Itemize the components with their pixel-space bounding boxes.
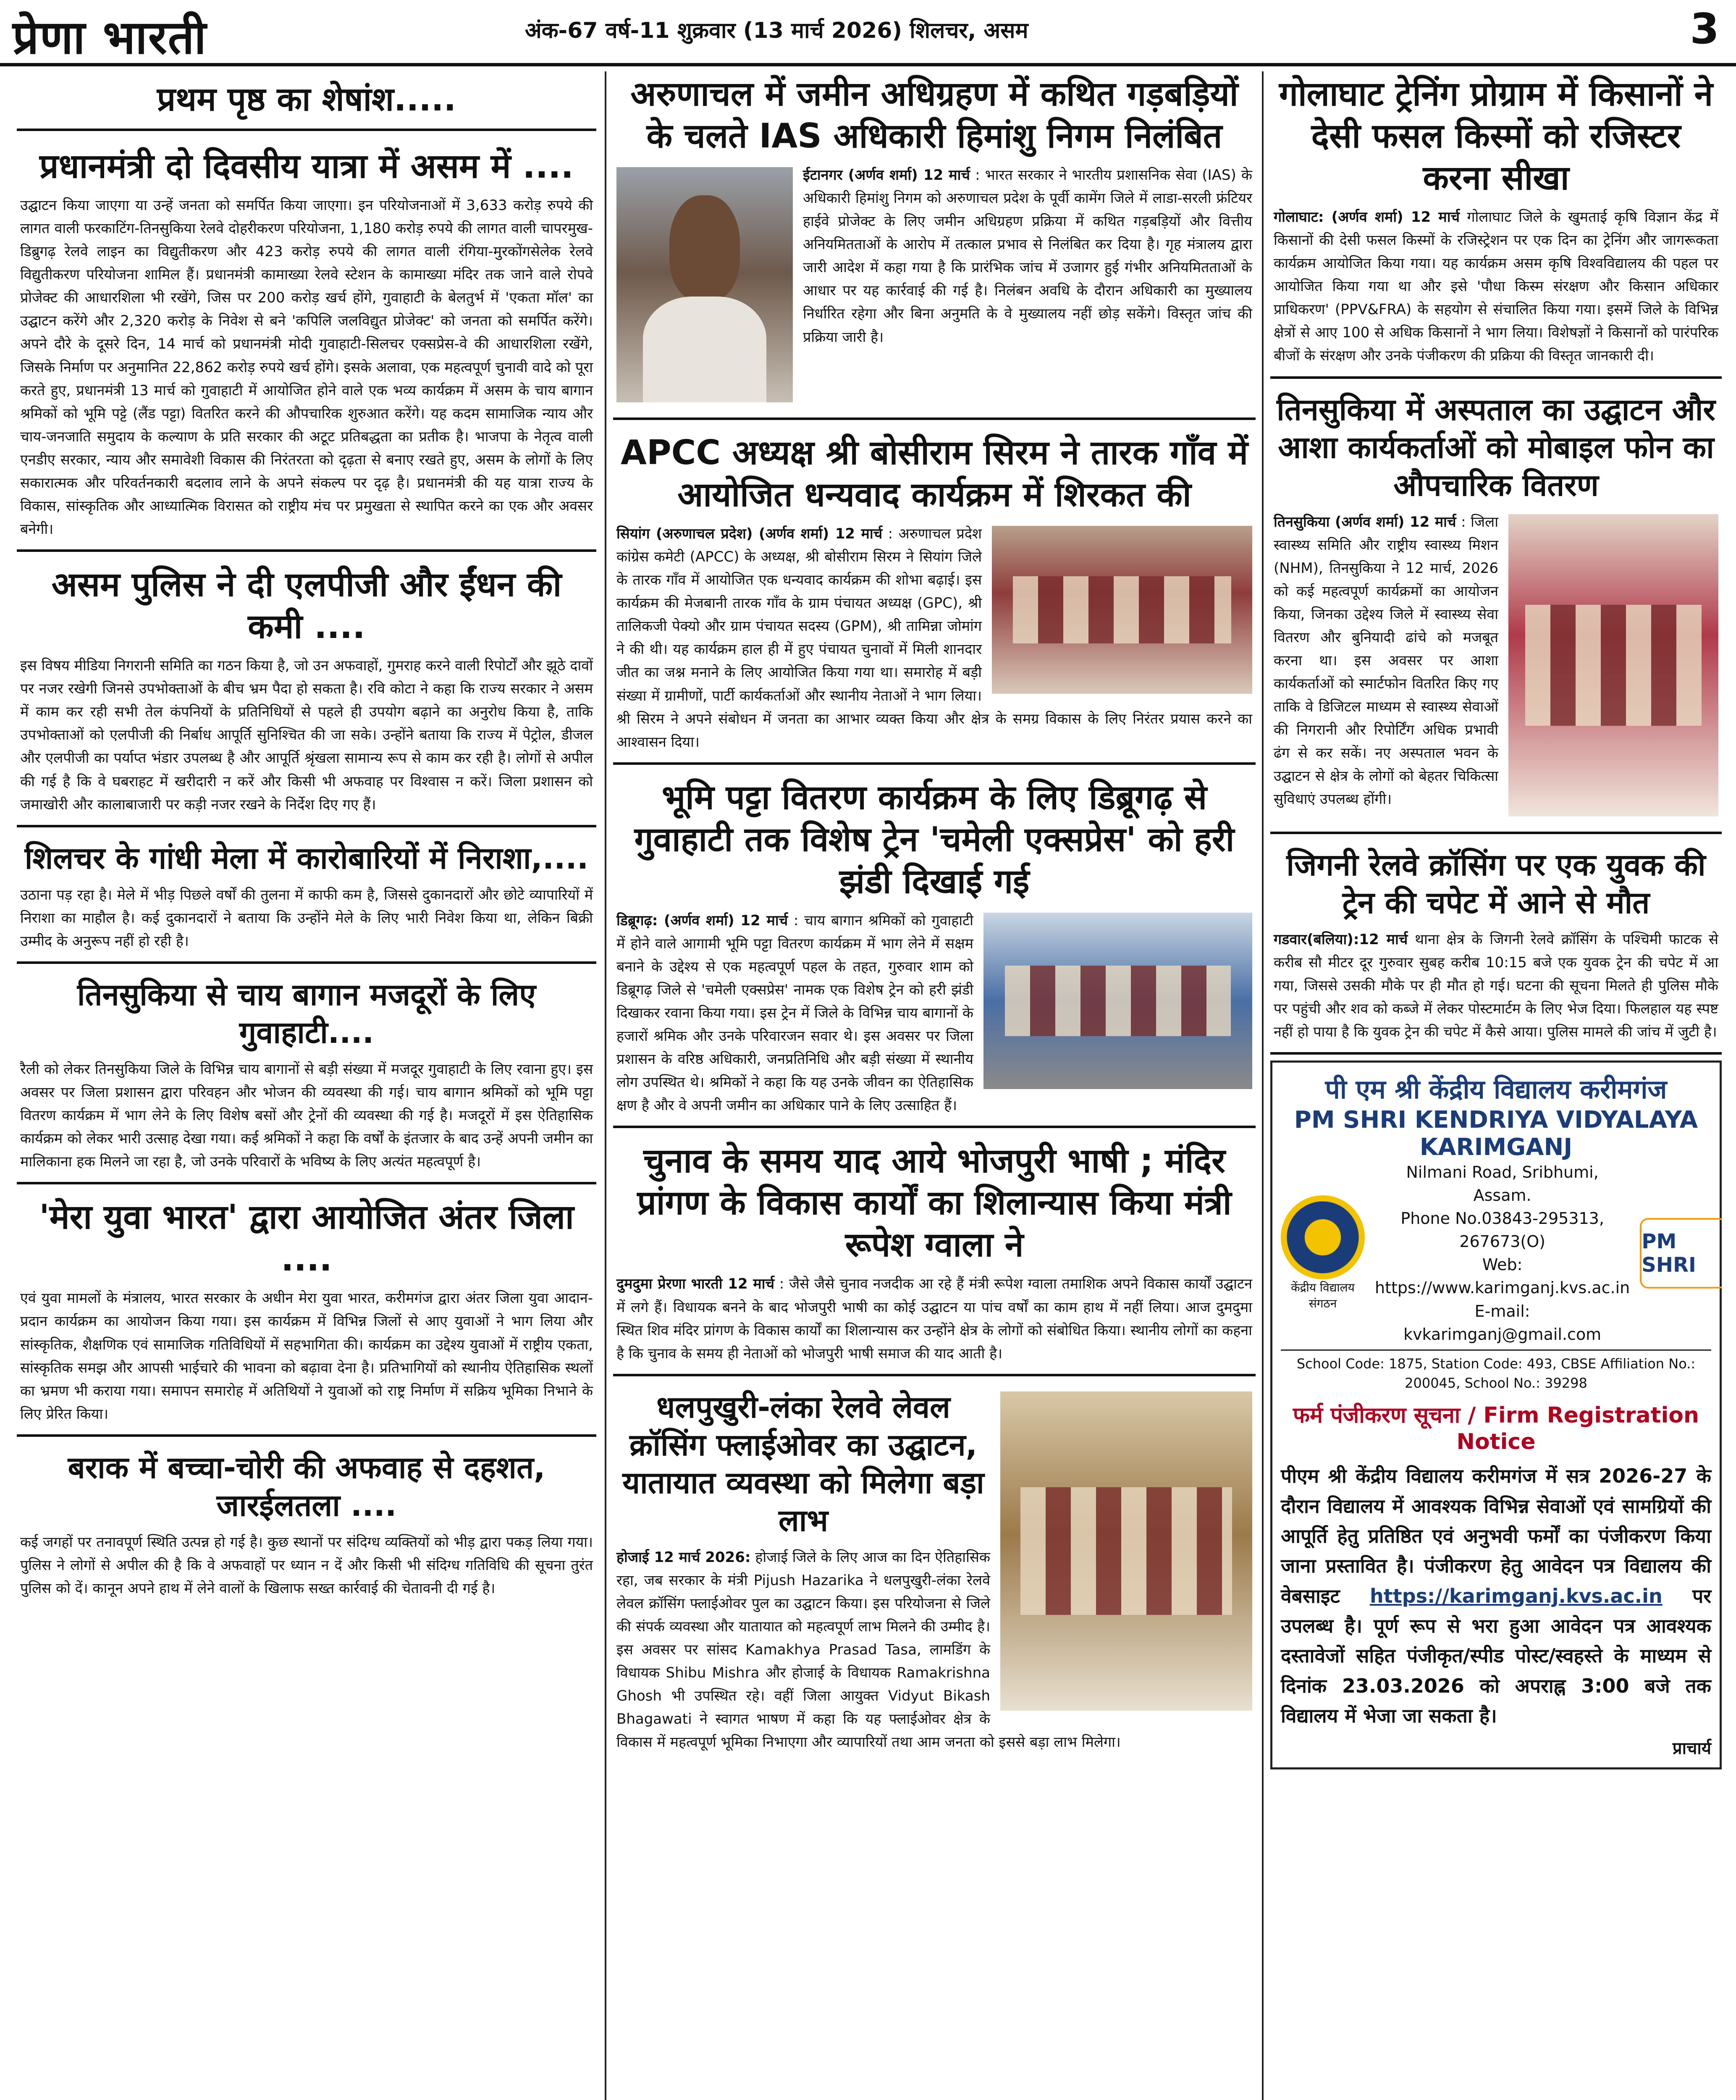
- article-headline[interactable]: APCC अध्यक्ष श्री बोसीराम सिरम ने तारक गाँव में आयोजित धन्यवाद कार्यक्रम में शिरकत की: [621, 433, 1248, 514]
- article-dateline: गडवार(बलिया):12 मार्च: [1274, 931, 1408, 948]
- article-body: कई जगहों पर तनावपूर्ण स्थिति उत्पन्न हो गई है। कुछ स्थानों पर संदिग्ध व्यक्तियों को भीड़ द्वारा पकड़ लिया गया। पुलिस ने लोगों से अपील की है कि वे अफवाहों पर ध्यान न दें और किसी भी संदिग्ध गतिविधि की सूचना तुरंत पुलिस को दें। कानून अपने हाथ में लेने वालों के खिलाफ सख्त कार्रवाई की चेतावनी दी गई है।: [20, 1533, 593, 1597]
- article-body: जिला स्वास्थ्य समिति और राष्ट्रीय स्वास्थ्य मिशन (NHM), तिनसुकिया ने 12 मार्च, 2026 को कई महत्वपूर्ण कार्यक्रमों का आयोजन किया, जिनका उद्देश्य जिले में स्वास्थ्य सेवा वितरण और बुनियादी ढांचे को मजबूत करना था। इस अवसर पर आशा कार्यकर्ताओं को स्मार्टफोन वितरित किए गए ताकि वे डिजिटल माध्यम से स्वास्थ्य सेवाओं की निगरानी और रिपोर्टिंग अधिक प्रभावी ढंग से कर सकें। नए अस्पताल भवन के उद्घाटन से क्षेत्र के लोगों को बेहतर चिकित्सा सुविधाएं उपलब्ध होंगी।: [1274, 513, 1499, 808]
- ad-notice-body: [1281, 1461, 1711, 1731]
- ad-school-codes: School Code: 1875, Station Code: 493, CBSE Affiliation No.: 200045, School No.: 39298: [1281, 1349, 1711, 1393]
- article-tinsukia-hospital: तिनसुकिया में अस्पताल का उद्घाटन और आशा कार्यकर्ताओं को मोबाइल फोन का औपचारिक वितरण तिनसुकिया (अर्णव शर्मा) 12 मार्च : जिला स्वास्थ्य समिति और राष्ट्रीय स्वास्थ्य मिशन (NHM), तिनसुकिया ने 12 मार्च, 2026 को कई महत्वपूर्ण कार्यक्रमों का आयोजन किया, जिनका उद्देश्य जिले में स्वास्थ्य सेवा वितरण और बुनियादी ढांचे को मजबूत करना था। इस अवसर पर आशा कार्यकर्ताओं को स्मार्टफोन वितरित किए गए ताकि वे डिजिटल माध्यम से स्वास्थ्य सेवाओं की निगरानी और रिपोर्टिंग अधिक प्रभावी ढंग से कर सकें। नए अस्पताल भवन के उद्घाटन से क्षेत्र के लोगों को बेहतर चिकित्सा सुविधाएं उपलब्ध होंगी।: [1270, 385, 1722, 834]
- flyover-inauguration-photo: [1000, 1391, 1252, 1711]
- ad-website[interactable]: Web: https://www.karimganj.kvs.ac.in: [1375, 1255, 1630, 1297]
- school-advertisement: [1270, 1060, 1722, 1769]
- article-dateline: होजाई 12 मार्च 2026:: [616, 1549, 751, 1566]
- article-railway-crossing: [1270, 840, 1722, 1055]
- ad-registration-link[interactable]: https://karimganj.kvs.ac.in: [1369, 1584, 1663, 1607]
- ad-body-part1: पीएम श्री केंद्रीय विद्यालय करीमगंज में सत्र 2026-27 के दौरान विद्यालय में आवश्यक विभिन्न सेवाओं एवं सामग्रियों की आपूर्ति हेतु प्रतिष्ठित एवं अनुभवी फर्मों का पंजीकरण किया जाना प्रस्तावित है। पंजीकरण हेतु आवेदन पत्र विद्यालय की वेबसाइट: [1281, 1465, 1711, 1607]
- column-right: [1270, 67, 1722, 2100]
- article-headline[interactable]: असम पुलिस ने दी एलपीजी और ईंधन की कमी ....: [51, 565, 562, 646]
- article-body: अरुणाचल प्रदेश कांग्रेस कमेटी (APCC) के अध्यक्ष, श्री बोसीराम सिरम ने सियांग जिले के तारक गाँव में आयोजित एक धन्यवाद कार्यक्रम की शोभा बढ़ाई। इस कार्यक्रम की मेजबानी तारक गाँव के ग्राम पंचायत अध्यक्ष (GPC), श्री तालिकजी पेक्यो और ग्राम पंचायत सदस्य (GPM), श्री तामिन्ना जोमांग ने की थी। यह कार्यक्रम हाल ही में हुए पंचायत चुनावों में मिली शानदार जीत का जश्न मनाने के लिए आयोजित किया गया था। समारोह में बड़ी संख्या में ग्रामीणों, पार्टी कार्यकर्ताओं और स्थानीय नेताओं ने भाग लिया। श्री सिरम ने अपने संबोधन में जनता का आभार व्यक्त किया और क्षेत्र के समग्र विकास के लिए निरंतर प्रयास करने का आश्वासन दिया।: [616, 525, 1252, 751]
- ad-phone: Phone No.03843-295313, 267673(O): [1400, 1209, 1604, 1251]
- article-mera-yuva-bharat: [17, 1190, 596, 1436]
- ad-address: Nilmani Road, Sribhumi, Assam.: [1406, 1163, 1599, 1205]
- issue-line: अंक-67 वर्ष-11 शुक्रवार (13 मार्च 2026) शिलचर, असम: [525, 18, 1028, 43]
- column-rule: [605, 71, 606, 2100]
- article-dateline: सियांग (अरुणाचल प्रदेश) (अर्णव शर्मा) 12 मार्च: [616, 525, 883, 542]
- ad-title-hindi: पी एम श्री केंद्रीय विद्यालय करीमगंज: [1325, 1074, 1667, 1105]
- newspaper-title: प्रेणा भारती: [13, 10, 207, 64]
- article-dateline: डिब्रूगढ़: (अर्णव शर्मा) 12 मार्च: [616, 912, 788, 929]
- column-center: [613, 67, 1256, 2100]
- article-body: उद्घाटन किया जाएगा या उन्हें जनता को समर्पित किया जाएगा। इन परियोजनाओं में 3,633 करोड़ रुपये की लागत वाली फरकाटिंग-तिनसुकिया रेलवे दोहरीकरण परियोजना, 1,180 करोड़ रुपये की लागत वाली चापरमुख-डिब्रुगढ़ रेलवे लाइन का विद्युतीकरण और 423 करोड़ रुपये की लागत वाली रंगिया-मुरकोंगसेलेक रेलवे विद्युतीकरण परियोजना शामिल हैं। प्रधानमंत्री कामाख्या रेलवे स्टेशन के कामाख्या मंदिर तक जाने वाले रोपवे प्रोजेक्ट की आधारशिला भी रखेंगे, जिस पर 200 करोड़ खर्च होंगे, गुवाहाटी के बेलतुर्भ में 'एकता मॉल' का उद्घाटन करेंगे और 2,320 करोड़ के निवेश से बने 'कपिलि जलविद्युत प्रोजेक्ट' को जनता को समर्पित करेंगे। अपने दौरे के दूसरे दिन, 14 मार्च को प्रधानमंत्री मोदी गुवाहाटी-सिलचर एक्सप्रेस-वे की आधारशिला रखेंगे, जिसके निर्माण पर अनुमानित 22,862 करोड़ रुपये खर्च होंगे। इसके अलावा, एक महत्वपूर्ण चुनावी वादे को पूरा करते हुए, प्रधानमंत्री 13 मार्च को गुवाहाटी में आयोजित होने वाले एक भव्य कार्यक्रम में असम के चाय बागान श्रमिकों को भूमि पट्टे (लैंड पट्टा) वितरित करने की औपचारिक शुरुआत करेंगे। यह कदम सामाजिक न्याय और चाय-जनजाति समुदाय के कल्याण के प्रति सरकार की अटूट प्रतिबद्धता का प्रतीक है। भाजपा के नेतृत्व वाली एनडीए सरकार, न्याय और समावेशी विकास की निरंतरता को दृढ़ता से बनाए रखते हुए, असम के लोगों के लिए सकारात्मक और परिवर्तनकारी बदलाव लाने के अपने संकल्प पर दृढ़ है। प्रधानमंत्री की यह यात्रा राज्य के विकास, सांस्कृतिक और आध्यात्मिक विरासत को राष्ट्रीय मंच पर प्रमुखता से स्थापित करने का एक और अवसर बनेगी।: [20, 197, 593, 538]
- article-body: थाना क्षेत्र के जिगनी रेलवे क्रॉसिंग के पश्चिमी फाटक से करीब सौ मीटर दूर गुरुवार सुबह करीब 10:15 बजे एक युवक ट्रेन की चपेट में आ गया, जिससे उसकी मौके पर ही मौत हो गई। घटना की सूचना मिलते ही पुलिस मौके पर पहुंची और शव को कब्जे में लेकर पोस्टमार्टम के लिए भेज दिया। फिलहाल यह स्पष्ट नहीं हो पाया है कि युवक ट्रेन की चपेट में कैसे आया। पुलिस मामले की जांच में जुटी है।: [1274, 931, 1718, 1040]
- official-portrait-photo: [616, 167, 793, 402]
- article-dateline: दुमदुमा प्रेरणा भारती 12 मार्च: [616, 1276, 775, 1293]
- portrait-face: [669, 195, 740, 301]
- ad-body-part2: पर उपलब्ध है। पूर्ण रूप से भरा हुआ आवेदन पत्र आवश्यक दस्तावेजों सहित पंजीकृत/स्पीड पोस्ट/स्वहस्ते के माध्यम से दिनांक 23.03.2026 को अपराह्न 3:00 बजे तक विद्यालय में भेजा जा सकता है।: [1281, 1584, 1712, 1727]
- ad-notice-title: फर्म पंजीकरण सूचना / Firm Registration Notice: [1293, 1403, 1699, 1455]
- article-body: चाय बागान श्रमिकों को गुवाहाटी में होने वाले आगामी भूमि पट्टा वितरण कार्यक्रम में भाग लेने में सक्षम बनाने के उद्देश्य से एक महत्वपूर्ण पहल के तहत, गुरुवार शाम को डिब्रूगढ़ जिले से 'चमेली एक्सप्रेस' नामक एक विशेष ट्रेन को हरी झंडी दिखाकर रवाना किया गया। इस ट्रेन में जिले के विभिन्न चाय बागानों के हजारों श्रमिक और उनके परिवारजन सवार थे। इस अवसर पर जिला प्रशासन के वरिष्ठ अधिकारी, जनप्रतिनिधि और बड़ी संख्या में स्थानीय लोग उपस्थित थे। श्रमिकों ने कहा कि यह उनके जीवन का ऐतिहासिक क्षण है और वे अपनी जमीन का अधिकार पाने के लिए उत्साहित हैं।: [616, 912, 973, 1114]
- article-gandhi-mela: [17, 833, 596, 964]
- section-banner: प्रथम पृष्ठ का शेषांश.....: [17, 67, 596, 131]
- event-group-photo: [992, 526, 1252, 694]
- hospital-event-photo: [1508, 514, 1718, 816]
- article-body: इस विषय मीडिया निगरानी समिति का गठन किया है, जो उन अफवाहों, गुमराह करने वाली रिपोर्टों और झूठे दावों पर नजर रखेगी जिनसे उपभोक्ताओं के बीच भ्रम पैदा हो सकता है। रवि कोटा ने कहा कि राज्य सरकार ने असम में काम कर रही सभी तेल कंपनियों के प्रतिनिधियों से पहले ही उपयोग बढ़ाने का अनुरोध किया है, ताकि उपभोक्ताओं को एलपीजी की निर्बाध आपूर्ति सुनिश्चित की जा सके। उन्होंने बताया कि राज्य में पेट्रोल, डीजल और एलपीजी का पर्याप्त भंडार उपलब्ध है और आपूर्ति श्रृंखला सामान्य रूप से काम कर रही है। लोगों से अपील की गई है कि वे घबराहट में खरीदारी न करें और किसी भी अफवाह पर विश्वास न करें। जिला प्रशासन को जमाखोरी और कालाबाजारी पर कड़ी नजर रखने के निर्देश दिए गए हैं।: [20, 657, 593, 813]
- article-body: भारत सरकार ने भारतीय प्रशासनिक सेवा (IAS) के अधिकारी हिमांशु निगम को अरुणाचल प्रदेश के पूर्वी कामेंग जिले में लाडा-सरली फ्रंटियर हाईवे प्रोजेक्ट के लिए जमीन अधिग्रहण प्रक्रिया में कथित गड़बड़ियों और वित्तीय अनियमितताओं के आरोप में तत्काल प्रभाव से निलंबित कर दिया है। गृह मंत्रालय द्वारा जारी आदेश में कहा गया है कि प्रारंभिक जांच में उजागर हुई गंभीर अनियमितताओं के आधार पर यह कार्रवाई की गई है। निलंबन अवधि के दौरान अधिकारी का मुख्यालय निर्धारित रहेगा और बिना अनुमति के वे मुख्यालय नहीं छोड़ सकेंगे। विस्तृत जांच की प्रक्रिया जारी है।: [803, 167, 1252, 346]
- article-dateline: तिनसुकिया (अर्णव शर्मा) 12 मार्च: [1274, 513, 1456, 530]
- article-headline[interactable]: बराक में बच्चा-चोरी की अफवाह से दहशत, जारईलतला ....: [68, 1449, 545, 1523]
- article-child-theft-rumour: [17, 1443, 596, 1609]
- ad-title-english: PM SHRI KENDRIYA VIDYALAYA KARIMGANJ: [1294, 1106, 1698, 1161]
- article-flyover: [613, 1382, 1256, 1763]
- article-bhojpuri-temple: चुनाव के समय याद आये भोजपुरी भाषी ; मंदिर प्रांगण के विकास कार्यों का शिलान्यास किया मंत्री रूपेश ग्वाला ने दुमदुमा प्रेरणा भारती 12 मार्च : जैसे जैसे चुनाव नजदीक आ रहे हैं मंत्री रूपेश ग्वाला तमाशिक अपने विकास कार्यों उद्घाटन में लगे हैं। विधायक बनने के बाद भोजपुरी भाषी का कोई उद्घाटन या पांच वर्षों का काम हाथ में नहीं लिया। आज दुमदुमा स्थित शिव मंदिर प्रांगण के विकास कार्यों का शिलान्यास कर उन्होंने क्षेत्र के लोगों को संबोधित किया। स्थानीय लोगों का कहना है कि चुनाव के समय ही नेताओं को भोजपुरी भाषी समाज की याद आती है।: [613, 1134, 1256, 1376]
- portrait-shirt: [643, 297, 766, 402]
- article-headline[interactable]: भूमि पट्टा वितरण कार्यक्रम के लिए डिब्रूगढ़ से गुवाहाटी तक विशेष ट्रेन 'चमेली एक्सप्रेस' को हरी झंडी दिखाई गई: [634, 777, 1235, 901]
- article-headline[interactable]: शिलचर के गांधी मेला में कारोबारियों में निराशा,....: [24, 840, 589, 876]
- article-headline[interactable]: तिनसुकिया से चाय बागान मजदूरों के लिए गुवाहाटी....: [77, 976, 536, 1050]
- article-body: होजाई जिले के लिए आज का दिन ऐतिहासिक रहा, जब सरकार के मंत्री Pijush Hazarika ने धलपुखुरी-लंका रेलवे लेवल क्रॉसिंग फ्लाईओवर पुल का उद्घाटन किया। इस परियोजना से जिले की संपर्क व्यवस्था और यातायात को महत्वपूर्ण लाभ मिलने की उम्मीद है। इस अवसर पर सांसद Kamakhya Prasad Tasa, लामडिंग के विधायक Shibu Mishra और होजाई के विधायक Ramakrishna Ghosh भी उपस्थित रहे। वहीं जिला आयुक्त Vidyut Bikash Bhagawati ने स्वागत भाषण में कहा कि यह फ्लाईओवर क्षेत्र के विकास में महत्वपूर्ण भूमिका निभाएगा और व्यापारियों तथा आम जनता को इससे बड़ा लाभ मिलेगा।: [616, 1549, 1121, 1751]
- article-headline[interactable]: प्रधानमंत्री दो दिवसीय यात्रा में असम में ....: [39, 147, 574, 186]
- article-headline[interactable]: अरुणाचल में जमीन अधिग्रहण में कथित गड़बड़ियों के चलते IAS अधिकारी हिमांशु निगम निलंबित: [630, 74, 1238, 155]
- article-chameli-express: भूमि पट्टा वितरण कार्यक्रम के लिए डिब्रूगढ़ से गुवाहाटी तक विशेष ट्रेन 'चमेली एक्सप्रेस' को हरी झंडी दिखाई गई डिब्रूगढ़: (अर्णव शर्मा) 12 मार्च : चाय बागान श्रमिकों को गुवाहाटी में होने वाले आगामी भूमि पट्टा वितरण कार्यक्रम में भाग लेने में सक्षम बनाने के उद्देश्य से एक महत्वपूर्ण पहल के तहत, गुरुवार शाम को डिब्रूगढ़ जिले से 'चमेली एक्सप्रेस' नामक एक विशेष ट्रेन को हरी झंडी दिखाकर रवाना किया गया। इस ट्रेन में जिले के विभिन्न चाय बागानों के हजारों श्रमिक और उनके परिवारजन सवार थे। इस अवसर पर जिला प्रशासन के वरिष्ठ अधिकारी, जनप्रतिनिधि और बड़ी संख्या में स्थानीय लोग उपस्थित थे। श्रमिकों ने कहा कि यह उनके जीवन का ऐतिहासिक क्षण है और वे अपनी जमीन का अधिकार पाने के लिए उत्साहित हैं।: [613, 771, 1256, 1129]
- article-headline[interactable]: धलपुखुरी-लंका रेलवे लेवल क्रॉसिंग फ्लाईओवर का उद्घाटन, यातायात व्यवस्था को मिलेगा बड़ा लाभ: [622, 1389, 984, 1538]
- article-headline[interactable]: चुनाव के समय याद आये भोजपुरी भाषी ; मंदिर प्रांगण के विकास कार्यों का शिलान्यास किया मंत्री रूपेश ग्वाला ने: [637, 1141, 1232, 1265]
- article-body: गोलाघाट जिले के खुमताई कृषि विज्ञान केंद्र में किसानों की देसी फसल किस्मों के रजिस्ट्रेशन पर एक दिन का ट्रेनिंग और जागरूकता कार्यक्रम आयोजित किया गया। यह कार्यक्रम असम कृषि विश्वविद्यालय की पहल पर आयोजित किया गया था और इसे 'पौधा किस्म संरक्षण और किसान अधिकार प्राधिकरण' (PPV&FRA) के सहयोग से संचालित किया गया। इसमें जिले के विभिन्न क्षेत्रों से आए 100 से अधिक किसानों ने भाग लिया। विशेषज्ञों ने किसानों को पारंपरिक बीजों के संरक्षण और उनके पंजीकरण की प्रक्रिया की विस्तृत जानकारी दी।: [1274, 209, 1718, 365]
- ad-email[interactable]: E-mail: kvkarimganj@gmail.com: [1403, 1302, 1602, 1344]
- kvs-logo-icon: [1281, 1195, 1365, 1279]
- logo-caption: केंद्रीय विद्यालय संगठन: [1291, 1281, 1355, 1311]
- article-headline[interactable]: तिनसुकिया में अस्पताल का उद्घाटन और आशा कार्यकर्ताओं को मोबाइल फोन का औपचारिक वितरण: [1277, 391, 1715, 503]
- ad-signatory: प्राचार्य: [1672, 1739, 1711, 1759]
- article-assam-police: [17, 558, 596, 827]
- article-body: उठाना पड़ रहा है। मेले में भीड़ पिछले वर्षों की तुलना में काफी कम है, जिससे दुकानदारों और छोटे व्यापारियों में निराशा का माहौल है। कई दुकानदारों ने बताया कि उन्होंने मेले के लिए भारी निवेश किया था, लेकिन बिक्री उम्मीद के अनुरूप नहीं हो रही है।: [20, 886, 593, 950]
- pm-shri-logo-icon: PM SHRI: [1640, 1218, 1722, 1289]
- article-body: एवं युवा मामलों के मंत्रालय, भारत सरकार के अधीन मेरा युवा भारत, करीमगंज द्वारा अंतर जिला युवा आदान-प्रदान कार्यक्रम का आयोजन किया गया। इस कार्यक्रम में विभिन्न जिलों से आए युवाओं ने भाग लिया और सांस्कृतिक, शैक्षणिक एवं सामाजिक गतिविधियों में सहभागिता की। कार्यक्रम का उद्देश्य युवाओं में राष्ट्रीय एकता, सांस्कृतिक समझ और आपसी भाईचारे की भावना को बढ़ावा देना है। प्रतिभागियों को स्थानीय ऐतिहासिक स्थलों का भ्रमण भी कराया गया। समापन समारोह में अतिथियों ने युवाओं को राष्ट्र निर्माण में सक्रिय भूमिका निभाने के लिए प्रेरित किया।: [20, 1290, 593, 1423]
- article-golaghat-training: [1270, 67, 1722, 379]
- page-number: 3: [1690, 4, 1719, 53]
- article-pm-visit: [17, 139, 596, 552]
- column-rule: [1262, 71, 1264, 2100]
- masthead: [0, 0, 1736, 66]
- article-body: रैली को लेकर तिनसुकिया जिले के विभिन्न चाय बागानों से बड़ी संख्या में मजदूर गुवाहाटी के लिए रवाना हुए। इस अवसर पर जिला प्रशासन द्वारा परिवहन और भोजन की व्यवस्था की गई। चाय बागान श्रमिकों को भूमि पट्टा वितरण कार्यक्रम में भाग लेने के लिए विशेष बसों और ट्रेनों की व्यवस्था की गई है। मजदूरों में इस ऐतिहासिक कार्यक्रम को लेकर भारी उत्साह देखा गया। कई श्रमिकों ने कहा कि वर्षों के इंतजार के बाद उन्हें अपनी जमीन का मालिकाना हक मिलने जा रहा है, जो उनके परिवारों के भविष्य के लिए अत्यंत महत्वपूर्ण है।: [20, 1060, 593, 1171]
- article-dateline: ईटानगर (अर्णव शर्मा) 12 मार्च: [803, 167, 970, 184]
- article-dateline: गोलाघाट: (अर्णव शर्मा) 12 मार्च: [1274, 209, 1460, 226]
- article-apcc-president: APCC अध्यक्ष श्री बोसीराम सिरम ने तारक गाँव में आयोजित धन्यवाद कार्यक्रम में शिरकत की सियांग (अरुणाचल प्रदेश) (अर्णव शर्मा) 12 मार्च : अरुणाचल प्रदेश कांग्रेस कमेटी (APCC) के अध्यक्ष, श्री बोसीराम सिरम ने सियांग जिले के तारक गाँव में आयोजित एक धन्यवाद कार्यक्रम की शोभा बढ़ाई। इस कार्यक्रम की मेजबानी तारक गाँव के ग्राम पंचायत अध्यक्ष (GPC), श्री तालिकजी पेक्यो और ग्राम पंचायत सदस्य (GPM), श्री तामिन्ना जोमांग ने की थी। यह कार्यक्रम हाल ही में हुए पंचायत चुनावों में मिली शानदार जीत का जश्न मनाने के लिए आयोजित किया गया था। समारोह में बड़ी संख्या में ग्रामीणों, पार्टी कार्यकर्ताओं और स्थानीय नेताओं ने भाग लिया। श्री सिरम ने अपने संबोधन में जनता का आभार व्यक्त किया और क्षेत्र के समग्र विकास के लिए निरंतर प्रयास करने का आश्वासन दिया।: [613, 426, 1256, 765]
- article-headline[interactable]: गोलाघाट ट्रेनिंग प्रोग्राम में किसानों ने देसी फसल किस्मों को रजिस्टर करना सीखा: [1279, 74, 1713, 197]
- article-headline[interactable]: 'मेरा युवा भारत' द्वारा आयोजित अंतर जिला ....: [39, 1197, 574, 1279]
- article-headline[interactable]: जिगनी रेलवे क्रॉसिंग पर एक युवक की ट्रेन की चपेट में आने से मौत: [1286, 847, 1706, 920]
- article-tea-workers: [17, 970, 596, 1184]
- train-flagoff-photo: [983, 913, 1252, 1089]
- article-body: जैसे जैसे चुनाव नजदीक आ रहे हैं मंत्री रूपेश ग्वाला तमाशिक अपने विकास कार्यों उद्घाटन में लगे हैं। विधायक बनने के बाद भोजपुरी भाषी का कोई उद्घाटन या पांच वर्षों का काम हाथ में नहीं लिया। आज दुमदुमा स्थित शिव मंदिर प्रांगण के विकास कार्यों का शिलान्यास कर उन्होंने क्षेत्र के लोगों को संबोधित किया। स्थानीय लोगों का कहना है कि चुनाव के समय ही नेताओं को भोजपुरी भाषी समाज की याद आती है।: [616, 1276, 1252, 1362]
- column-left: [17, 67, 596, 2100]
- article-ias-suspended: अरुणाचल में जमीन अधिग्रहण में कथित गड़बड़ियों के चलते IAS अधिकारी हिमांशु निगम निलंबित ईटानगर (अर्णव शर्मा) 12 मार्च : भारत सरकार ने भारतीय प्रशासनिक सेवा (IAS) के अधिकारी हिमांशु निगम को अरुणाचल प्रदेश के पूर्वी कामेंग जिले में लाडा-सरली फ्रंटियर हाईवे प्रोजेक्ट के लिए जमीन अधिग्रहण प्रक्रिया में कथित गड़बड़ियों और वित्तीय अनियमितताओं के आरोप में तत्काल प्रभाव से निलंबित कर दिया है। गृह मंत्रालय द्वारा जारी आदेश में कहा गया है कि प्रारंभिक जांच में उजागर हुई गंभीर अनियमितताओं के आधार पर यह कार्रवाई की गई है। निलंबन अवधि के दौरान अधिकारी का मुख्यालय निर्धारित रहेगा और बिना अनुमति के वे मुख्यालय नहीं छोड़ सकेंगे। विस्तृत जांच की प्रक्रिया जारी है।: [613, 67, 1256, 420]
